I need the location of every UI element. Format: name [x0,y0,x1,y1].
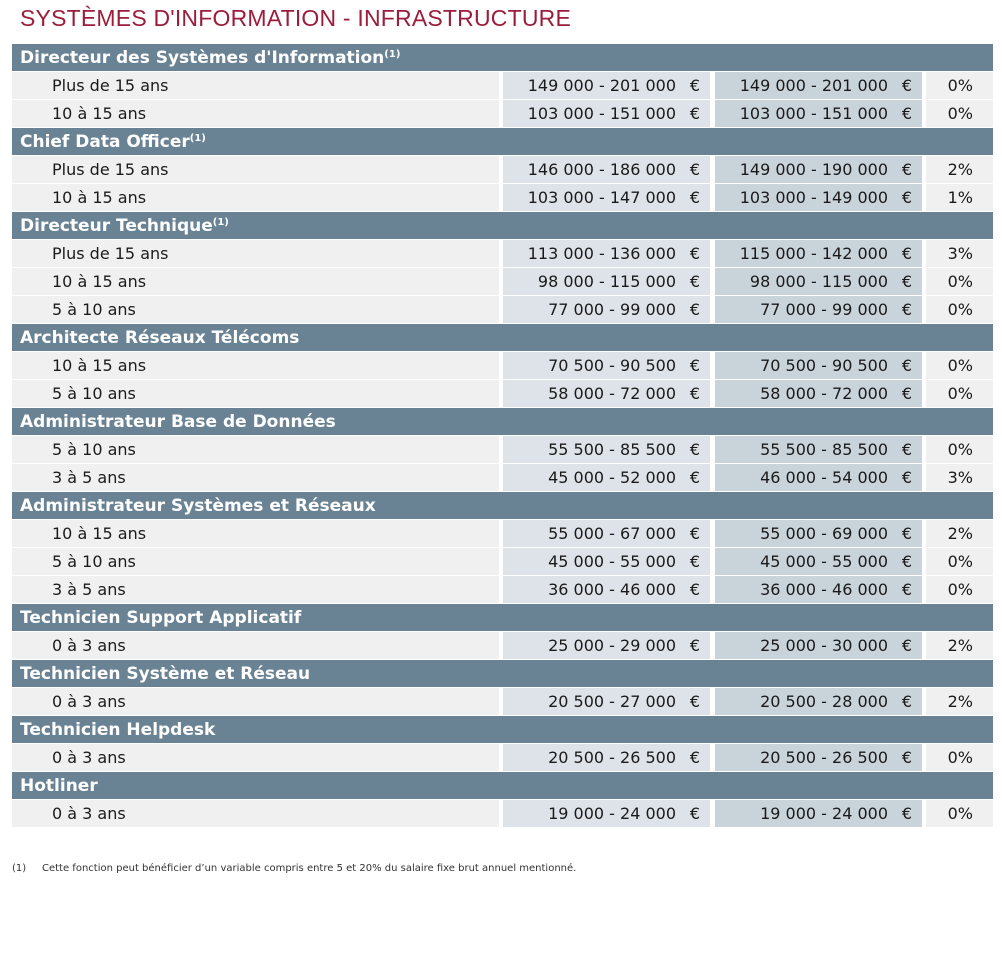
salary-range-cell [715,268,922,295]
salary-range-cell [503,520,710,547]
salary-range-cell [503,156,710,183]
salary-range: 113 000 - 136 000 [527,244,676,263]
salary-range: 25 000 - 29 000 [548,636,676,655]
table-row [12,744,993,772]
salary-range: 20 500 - 26 500 [760,748,888,767]
variation-cell: 0% [926,72,993,99]
salary-range-cell [715,632,922,659]
variation-cell: 1% [926,184,993,211]
section-title: Technicien Helpdesk [20,720,216,740]
salary-range-cell [503,576,710,603]
salary-range: 45 000 - 55 000 [548,552,676,571]
section-title: Technicien Support Applicatif [20,608,302,628]
section-header [12,772,993,800]
experience-cell: 3 à 5 ans [12,576,499,603]
section-header [12,408,993,436]
salary-range-cell [715,296,922,323]
salary-range-cell [503,352,710,379]
currency-symbol: € [689,356,700,375]
experience-cell: 0 à 3 ans [12,688,499,715]
salary-range-cell [715,520,922,547]
currency-symbol: € [901,524,912,543]
section-title: Architecte Réseaux Télécoms [20,328,300,348]
salary-range: 149 000 - 201 000 [739,76,888,95]
salary-range: 70 500 - 90 500 [548,356,676,375]
currency-symbol: € [901,76,912,95]
salary-range: 20 500 - 27 000 [548,692,676,711]
salary-range: 115 000 - 142 000 [739,244,888,263]
salary-range: 103 000 - 151 000 [527,104,676,123]
salary-range-cell [503,688,710,715]
currency-symbol: € [901,692,912,711]
table-row [12,520,993,548]
experience-cell: 5 à 10 ans [12,436,499,463]
experience-cell: 10 à 15 ans [12,268,499,295]
currency-symbol: € [689,748,700,767]
experience-cell: 10 à 15 ans [12,100,499,127]
section-title: Directeur Technique [20,216,213,236]
table-row [12,576,993,604]
variation-cell: 2% [926,688,993,715]
currency-symbol: € [689,160,700,179]
currency-symbol: € [689,188,700,207]
table-row [12,72,993,100]
salary-range-cell [715,548,922,575]
experience-cell: 0 à 3 ans [12,744,499,771]
section-header [12,44,993,72]
currency-symbol: € [689,244,700,263]
currency-symbol: € [689,552,700,571]
currency-symbol: € [901,748,912,767]
table-row [12,688,993,716]
currency-symbol: € [689,440,700,459]
salary-range-cell [503,184,710,211]
salary-range: 103 000 - 149 000 [739,188,888,207]
section-header [12,716,993,744]
variation-cell: 0% [926,548,993,575]
salary-range: 149 000 - 190 000 [739,160,888,179]
section-header [12,492,993,520]
salary-range-cell [715,380,922,407]
variation-cell: 0% [926,436,993,463]
experience-cell: 5 à 10 ans [12,296,499,323]
salary-range: 98 000 - 115 000 [537,272,676,291]
section-header [12,128,993,156]
experience-cell: 10 à 15 ans [12,184,499,211]
variation-cell: 0% [926,100,993,127]
currency-symbol: € [689,468,700,487]
salary-table [12,44,993,828]
salary-range-cell [715,184,922,211]
salary-range: 146 000 - 186 000 [527,160,676,179]
variation-cell: 2% [926,520,993,547]
salary-range-cell [715,744,922,771]
currency-symbol: € [689,636,700,655]
currency-symbol: € [901,300,912,319]
currency-symbol: € [689,104,700,123]
salary-range-cell [715,688,922,715]
currency-symbol: € [689,580,700,599]
table-row [12,632,993,660]
salary-range: 55 500 - 85 500 [548,440,676,459]
salary-range-cell [503,632,710,659]
table-row [12,100,993,128]
currency-symbol: € [689,300,700,319]
experience-cell: 10 à 15 ans [12,520,499,547]
page-title: SYSTÈMES D'INFORMATION - INFRASTRUCTURE [20,5,571,31]
experience-cell: 10 à 15 ans [12,352,499,379]
salary-range: 45 000 - 52 000 [548,468,676,487]
salary-range-cell [503,744,710,771]
variation-cell: 2% [926,632,993,659]
salary-range-cell [503,100,710,127]
salary-range: 36 000 - 46 000 [548,580,676,599]
footnote-text: Cette fonction peut bénéficier d’un variable compris entre 5 et 20% du salaire fixe brut annuel mentionné. [42,863,577,874]
variation-cell: 0% [926,352,993,379]
salary-range-cell [503,464,710,491]
salary-range: 20 500 - 28 000 [760,692,888,711]
footnote-mark: (1) [12,863,27,874]
footnote [12,863,576,874]
table-row [12,184,993,212]
variation-cell: 0% [926,744,993,771]
salary-range-cell [503,380,710,407]
variation-cell: 0% [926,268,993,295]
salary-range-cell [503,240,710,267]
salary-range: 46 000 - 54 000 [760,468,888,487]
table-row [12,380,993,408]
table-row [12,436,993,464]
currency-symbol: € [689,384,700,403]
currency-symbol: € [901,244,912,263]
salary-range: 103 000 - 151 000 [739,104,888,123]
salary-range-cell [715,240,922,267]
salary-range: 19 000 - 24 000 [548,804,676,823]
currency-symbol: € [689,524,700,543]
currency-symbol: € [689,692,700,711]
salary-range: 70 500 - 90 500 [760,356,888,375]
salary-range-cell [503,268,710,295]
currency-symbol: € [901,440,912,459]
salary-range: 98 000 - 115 000 [749,272,888,291]
currency-symbol: € [901,188,912,207]
section-title: Technicien Système et Réseau [20,664,311,684]
salary-range: 25 000 - 30 000 [760,636,888,655]
salary-range-cell [715,436,922,463]
currency-symbol: € [689,272,700,291]
section-title: Chief Data Officer [20,132,190,152]
salary-range: 77 000 - 99 000 [760,300,888,319]
table-row [12,352,993,380]
salary-range-cell [715,72,922,99]
section-title: Administrateur Systèmes et Réseaux [20,496,376,516]
currency-symbol: € [901,552,912,571]
footnote-ref: (1) [212,217,229,228]
salary-range-cell [503,548,710,575]
section-title: Hotliner [20,776,98,796]
salary-range: 77 000 - 99 000 [548,300,676,319]
experience-cell: Plus de 15 ans [12,156,499,183]
table-row [12,464,993,492]
table-row [12,240,993,268]
experience-cell: 0 à 3 ans [12,632,499,659]
table-row [12,800,993,828]
experience-cell: Plus de 15 ans [12,240,499,267]
salary-range: 103 000 - 147 000 [527,188,676,207]
salary-range-cell [715,156,922,183]
variation-cell: 0% [926,296,993,323]
salary-range-cell [503,436,710,463]
footnote-ref: (1) [384,49,401,60]
currency-symbol: € [901,804,912,823]
currency-symbol: € [901,636,912,655]
currency-symbol: € [901,104,912,123]
currency-symbol: € [689,804,700,823]
experience-cell: 3 à 5 ans [12,464,499,491]
salary-range: 19 000 - 24 000 [760,804,888,823]
salary-range: 20 500 - 26 500 [548,748,676,767]
variation-cell: 3% [926,464,993,491]
salary-range: 36 000 - 46 000 [760,580,888,599]
experience-cell: Plus de 15 ans [12,72,499,99]
experience-cell: 5 à 10 ans [12,548,499,575]
variation-cell: 2% [926,156,993,183]
salary-range: 55 500 - 85 500 [760,440,888,459]
section-title: Administrateur Base de Données [20,412,336,432]
salary-range-cell [503,296,710,323]
currency-symbol: € [901,160,912,179]
experience-cell: 0 à 3 ans [12,800,499,827]
salary-range: 58 000 - 72 000 [760,384,888,403]
table-row [12,156,993,184]
salary-range: 45 000 - 55 000 [760,552,888,571]
section-title: Directeur des Systèmes d'Information [20,48,385,68]
salary-range: 149 000 - 201 000 [527,76,676,95]
variation-cell: 0% [926,800,993,827]
salary-range: 55 000 - 67 000 [548,524,676,543]
table-row [12,296,993,324]
salary-range-cell [715,352,922,379]
salary-range: 55 000 - 69 000 [760,524,888,543]
experience-cell: 5 à 10 ans [12,380,499,407]
footnote-ref: (1) [189,133,206,144]
currency-symbol: € [901,468,912,487]
variation-cell: 3% [926,240,993,267]
salary-range-cell [715,800,922,827]
salary-range: 58 000 - 72 000 [548,384,676,403]
currency-symbol: € [689,76,700,95]
currency-symbol: € [901,356,912,375]
salary-range-cell [715,464,922,491]
currency-symbol: € [901,272,912,291]
variation-cell: 0% [926,380,993,407]
table-row [12,548,993,576]
currency-symbol: € [901,384,912,403]
salary-range-cell [715,576,922,603]
salary-range-cell [715,100,922,127]
salary-range-cell [503,72,710,99]
section-header [12,324,993,352]
section-header [12,660,993,688]
currency-symbol: € [901,580,912,599]
section-header [12,604,993,632]
salary-range-cell [503,800,710,827]
table-row [12,268,993,296]
section-header [12,212,993,240]
variation-cell: 0% [926,576,993,603]
